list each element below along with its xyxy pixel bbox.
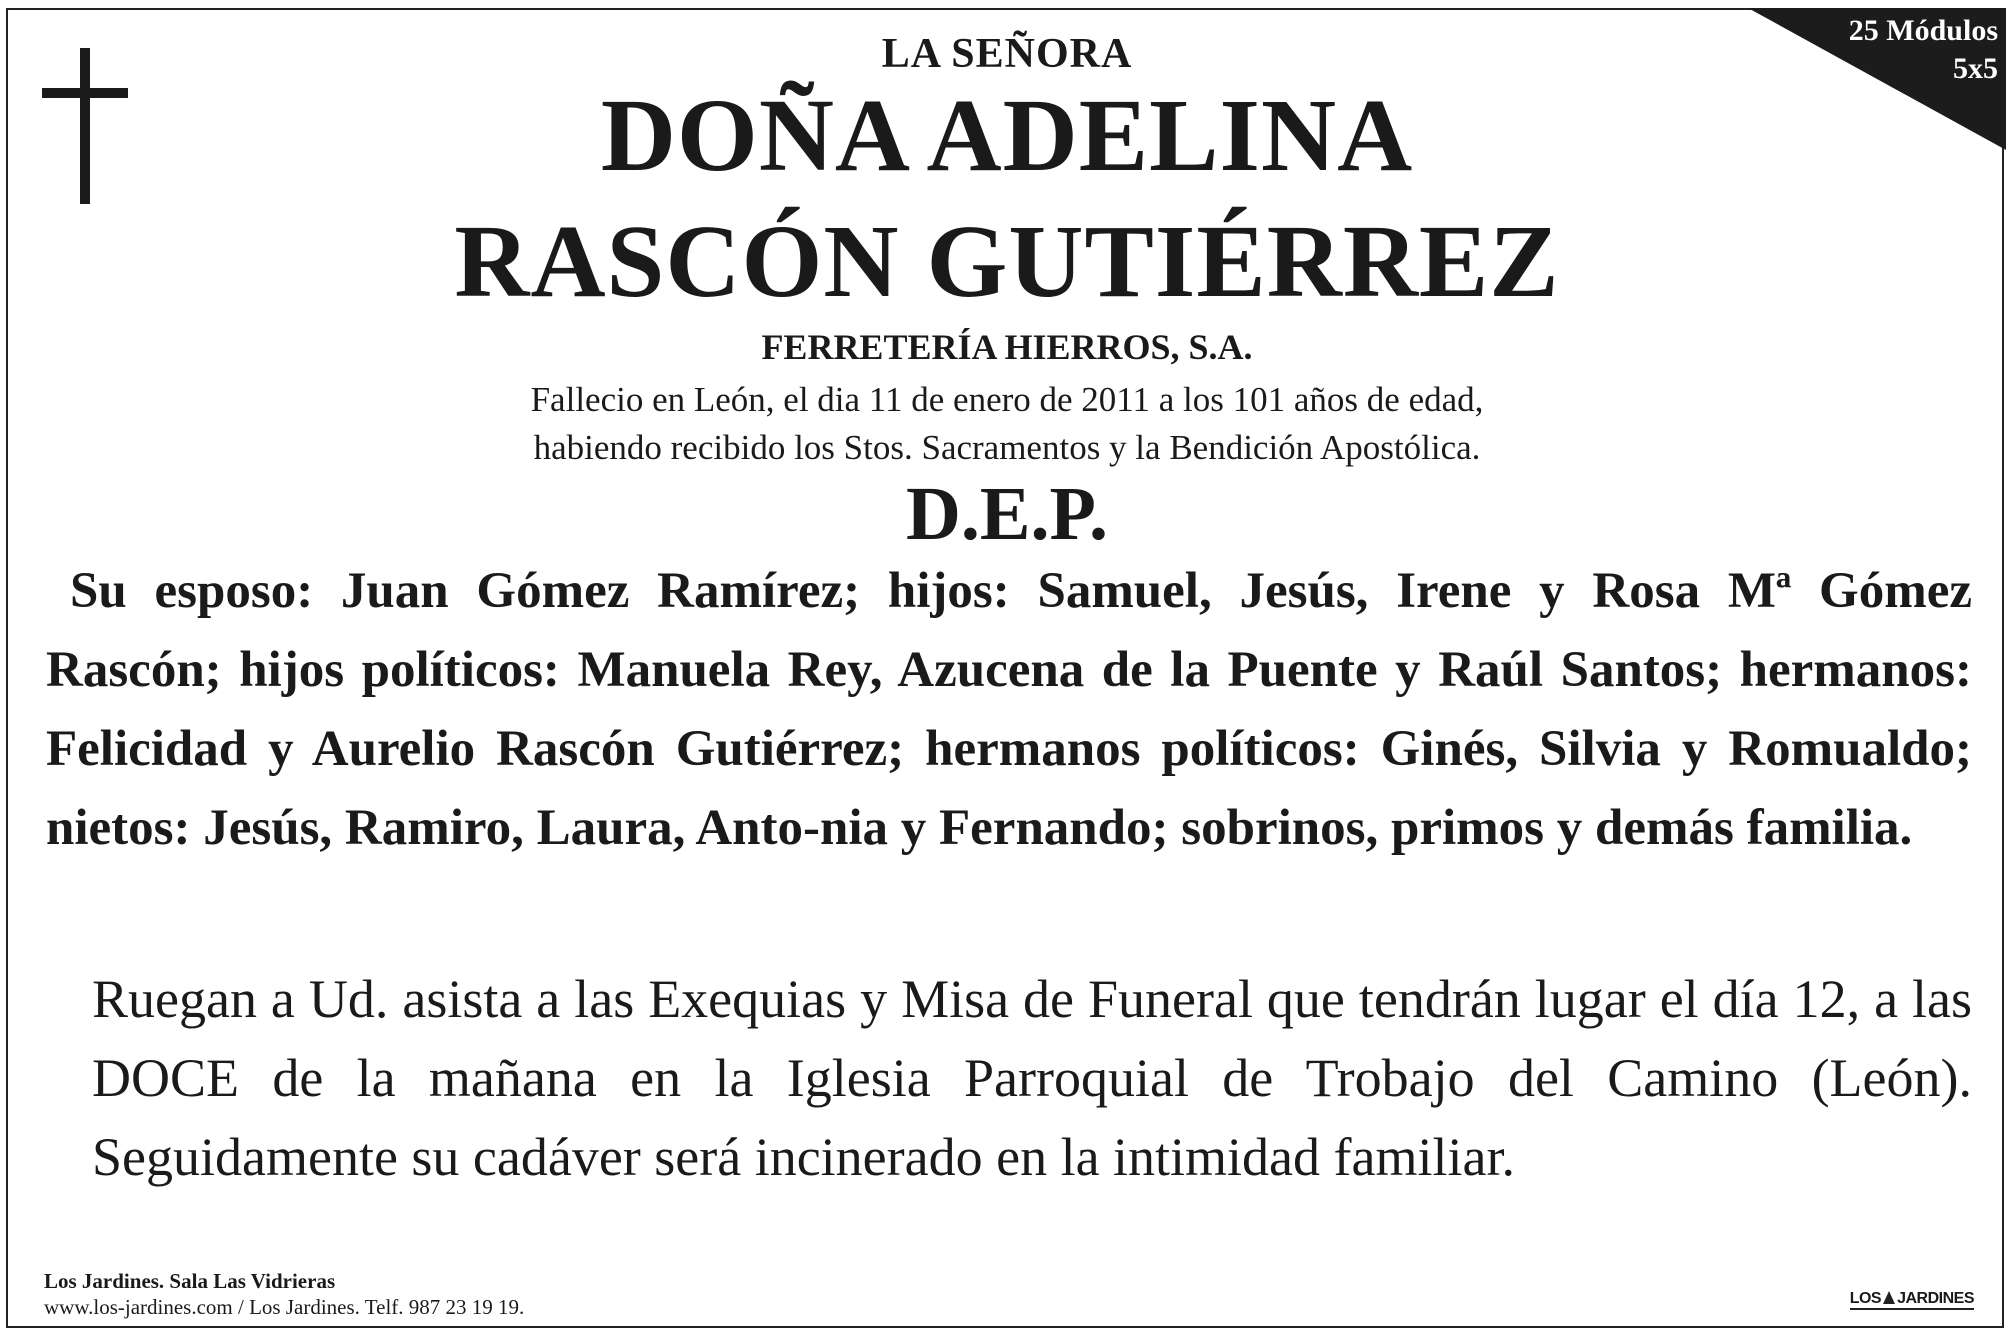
death-details-line-1: Fallecio en León, el dia 11 de enero de 2011 a los 101 años de edad, [530, 380, 1484, 419]
rest-in-peace: D.E.P. [905, 472, 1109, 556]
funeral-paragraph: Ruegan a Ud. asista a las Exequias y Misa de Funeral que tendrán lugar el día 12, a las DOCE de la mañana en la Iglesia Parroquial de Trobajo del Camino (León). Seguidamente su cadáver será incinerado en la intimidad familiar. [92, 969, 1972, 1187]
deceased-name-line-2: RASCÓN GUTIÉRREZ [454, 204, 1560, 319]
deceased-name-line-1: DOÑA ADELINA [600, 78, 1414, 193]
logo-text-right: JARDINES [1897, 1290, 1974, 1307]
death-details [0, 376, 2014, 472]
company-name: FERRETERÍA HIERROS, S.A. [761, 327, 1253, 367]
death-details-line-2: habiendo recibido los Stos. Sacramentos y la Bendición Apostólica. [533, 428, 1481, 467]
honorific-title: LA SEÑORA [881, 31, 1133, 77]
logo-text-left: LOS [1849, 1290, 1882, 1307]
funeral-home-contact: www.los-jardines.com / Los Jardines. Telf. 987 23 19 19. [44, 1295, 525, 1319]
funeral-home-info [44, 1268, 524, 1320]
module-size: 5x5 [1953, 52, 1998, 85]
family-paragraph: Su esposo: Juan Gómez Ramírez; hijos: Samuel, Jesús, Irene y Rosa Mª Gómez Rascón; hijos políticos: Manuela Rey, Azucena de la Puente y Raúl Santos; hermanos: Felicidad y Aurelio Rascón Gutiérrez; hermanos políticos: Ginés, Silvia y Romualdo; nietos: Jesús, Ramiro, Laura, Anto-nia y Fernando; sobrinos, primos y demás familia. [46, 563, 1972, 856]
module-count: 25 Módulos [1848, 14, 1998, 47]
funeral-home-venue: Los Jardines. Sala Las Vidrieras [44, 1269, 336, 1293]
los-jardines-logo [1850, 1290, 1974, 1310]
tree-icon [1883, 1291, 1895, 1304]
